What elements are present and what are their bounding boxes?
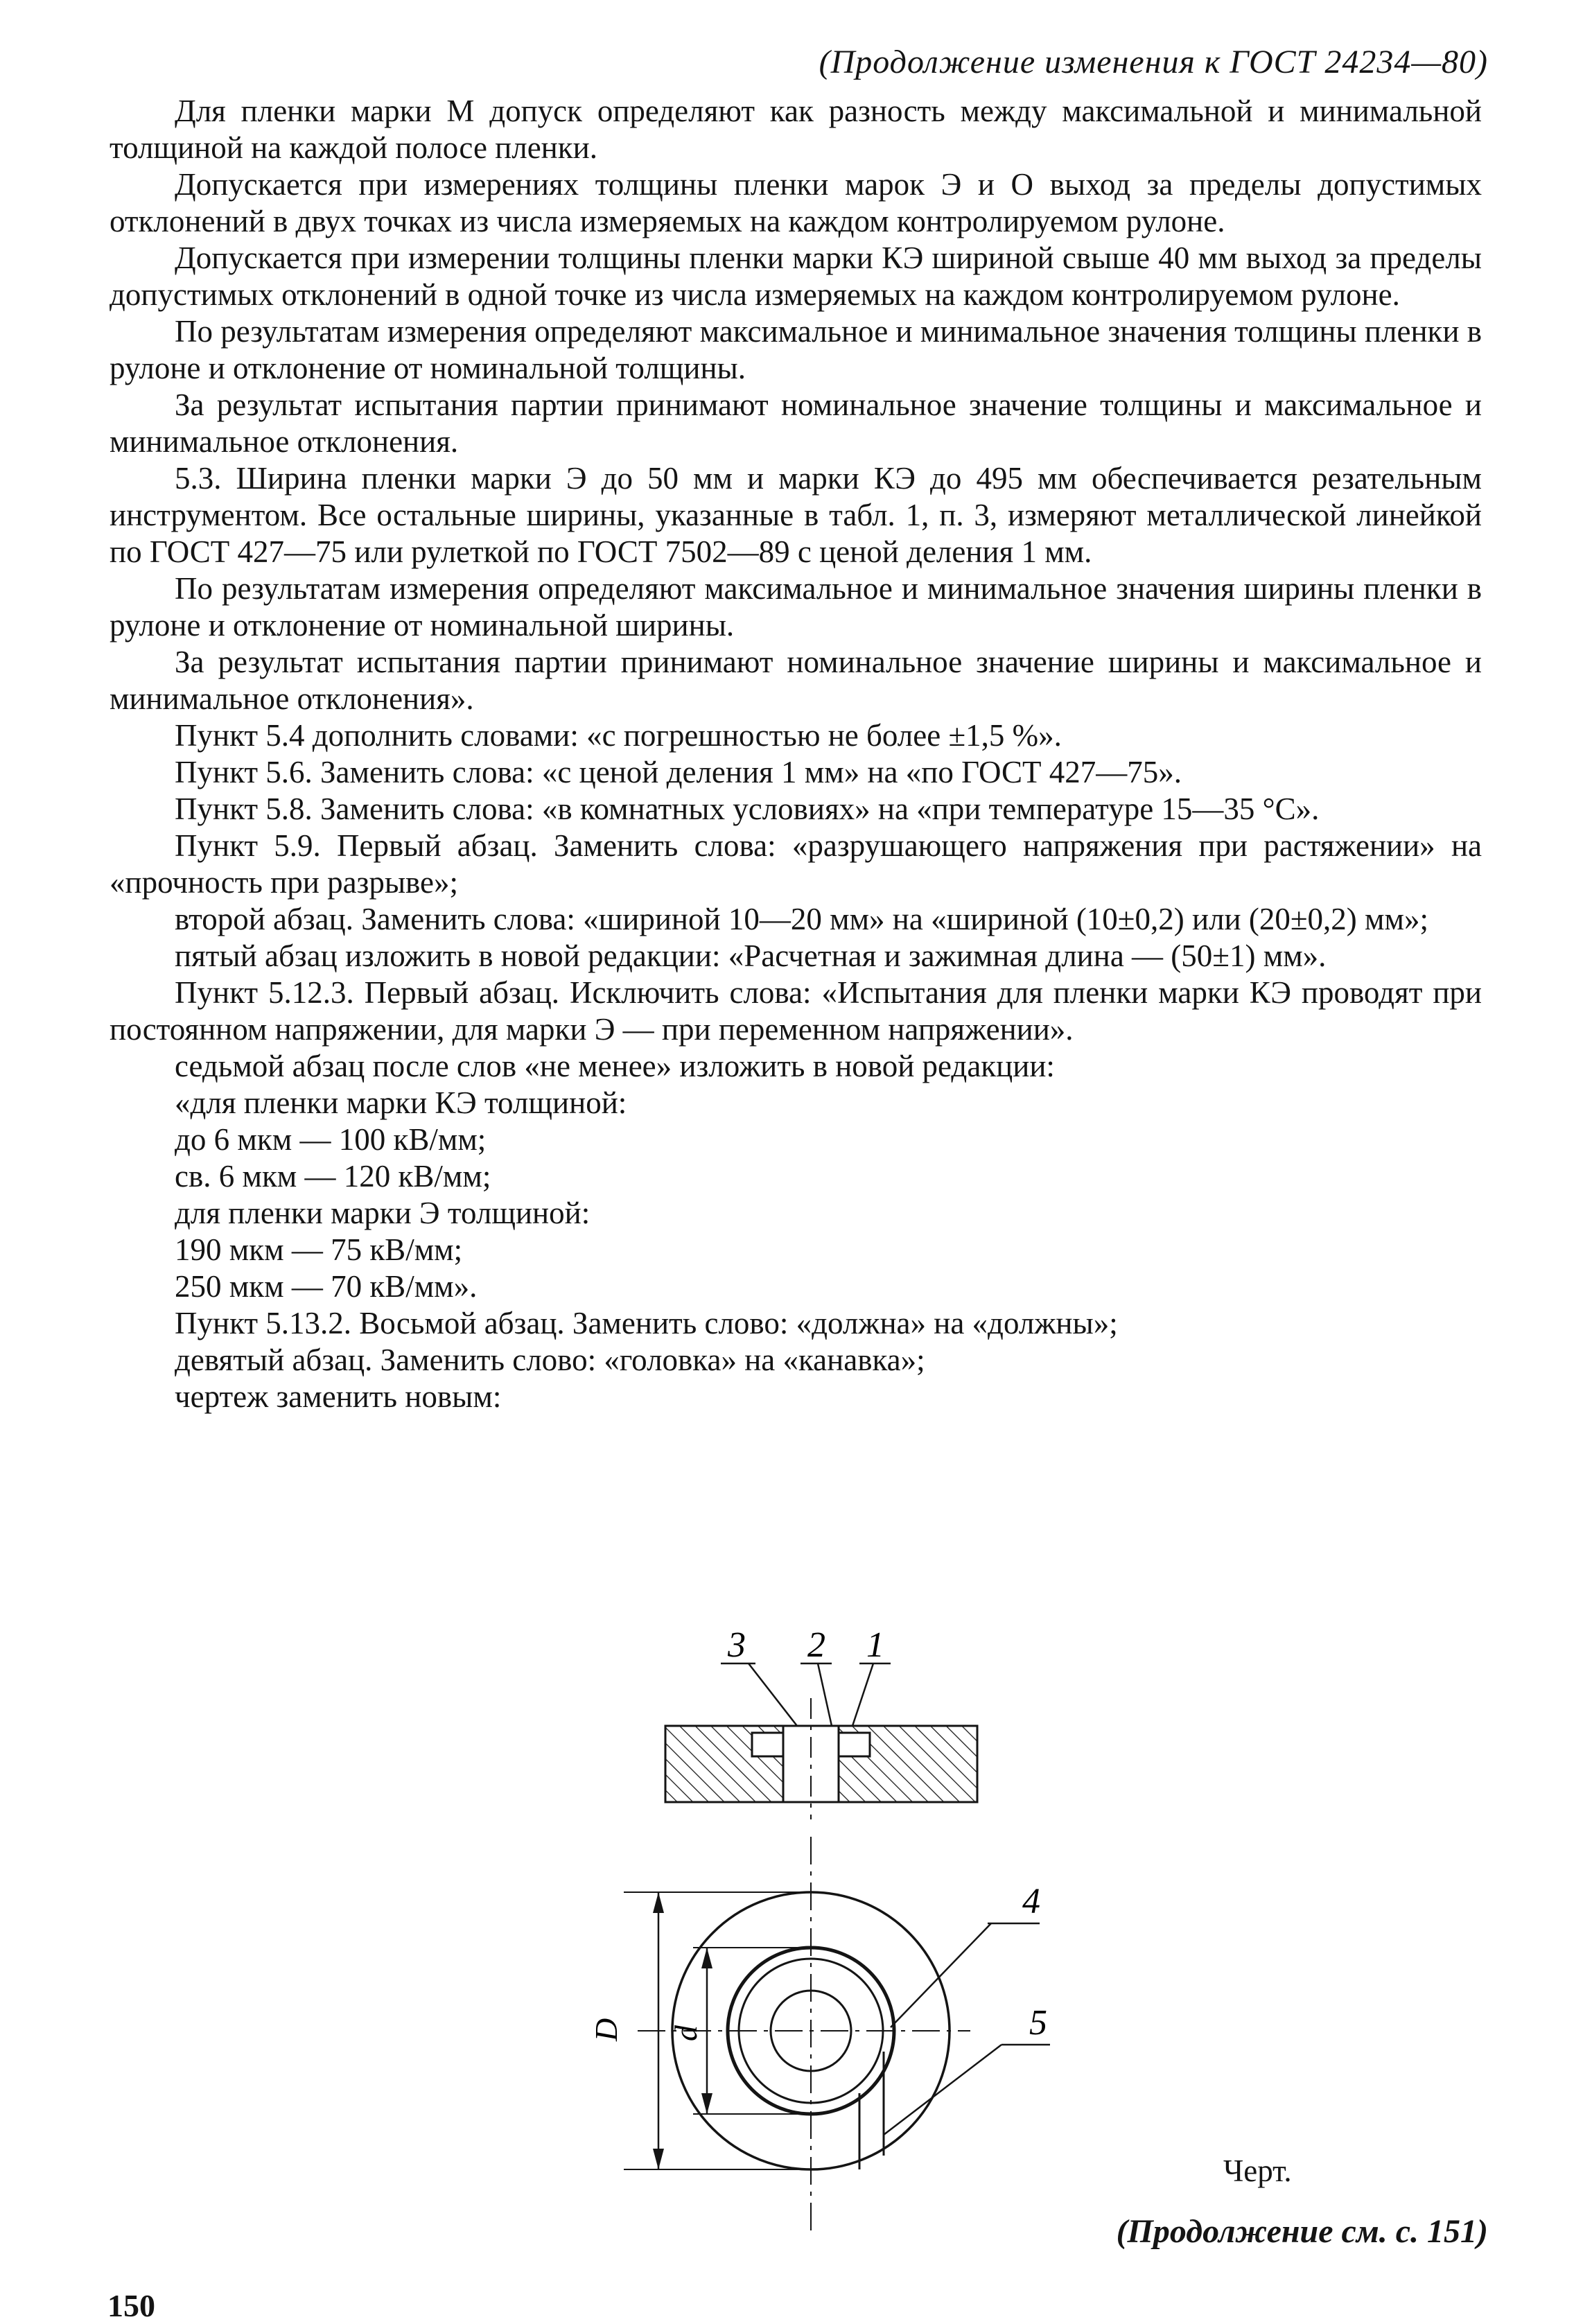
callout-5: 5 [1029, 2003, 1047, 2043]
list-line: 190 мкм — 75 кВ/мм; [175, 1232, 463, 1267]
dimension-d-label: d [668, 2025, 703, 2041]
continuation-note: (Продолжение см. с. 151) [1116, 2213, 1488, 2250]
paragraph: По результатам измерения определяют максимальное и минимальное значения толщины пленки в рулоне и отклонение от номинальной толщины. [110, 314, 1482, 385]
paragraph: За результат испытания партии принимают номинальное значение ширины и максимальное и минимальное отклонения». [110, 645, 1482, 716]
paragraph: Пункт 5.4 дополнить словами: «с погрешностью не более ±1,5 %». [175, 718, 1062, 753]
section-view [665, 1698, 977, 1819]
paragraph: За результат испытания партии принимают номинальное значение толщины и максимальное и минимальное отклонения. [110, 387, 1482, 459]
paragraph: седьмой абзац после слов «не менее» изложить в новой редакции: [175, 1049, 1055, 1083]
paragraph: девятый абзац. Заменить слово: «головка» на «канавка»; [175, 1343, 925, 1377]
paragraph: Для пленки марки М допуск определяют как разность между максимальной и минимальной толщиной на каждой полосе пленки. [110, 94, 1482, 165]
callout-1: 1 [866, 1625, 884, 1665]
paragraph: Пункт 5.6. Заменить слова: «с ценой деления 1 мм» на «по ГОСТ 427—75». [175, 755, 1182, 789]
list-line: до 6 мкм — 100 кВ/мм; [175, 1122, 487, 1157]
paragraph: Пункт 5.9. Первый абзац. Заменить слова: «разрушающего напряжения при растяжении» на «прочность при разрыве»; [110, 828, 1482, 900]
paragraph: Пункт 5.13.2. Восьмой абзац. Заменить слово: «должна» на «должны»; [175, 1306, 1118, 1340]
callout-3: 3 [728, 1625, 746, 1665]
plan-view [588, 1837, 1050, 2232]
paragraph: второй абзац. Заменить слова: «шириной 10—20 мм» на «шириной (10±0,2) или (20±0,2) мм»; [175, 902, 1428, 936]
callout-2: 2 [807, 1625, 825, 1665]
figure-caption: Черт. [1223, 2153, 1292, 2188]
paragraph: По результатам измерения определяют максимальное и минимальное значения ширины пленки в рулоне и отклонение от номинальной ширины. [110, 571, 1482, 643]
paragraph: Допускается при измерениях толщины пленки марок Э и О выход за пределы допустимых отклонений в двух точках из числа измеряемых на каждом контролируемом рулоне. [110, 167, 1482, 238]
list-line: «для пленки марки КЭ толщиной: [175, 1085, 627, 1120]
page-number: 150 [107, 2288, 155, 2323]
drawing-svg [588, 1608, 1109, 2232]
paragraph: Пункт 5.8. Заменить слова: «в комнатных условиях» на «при температуре 15—35 °С». [175, 792, 1320, 826]
callout-4: 4 [1022, 1882, 1040, 1921]
paragraph: Допускается при измерении толщины пленки марки КЭ шириной свыше 40 мм выход за пределы допустимых отклонений в одной точке из числа измеряемых на каждом контролируемом рулоне. [110, 241, 1482, 312]
list-line: 250 мкм — 70 кВ/мм». [175, 1269, 478, 1304]
dimension-D-label: D [588, 2018, 624, 2041]
document-body [110, 93, 1482, 1415]
paragraph: чертеж заменить новым: [175, 1379, 502, 1414]
list-line: св. 6 мкм — 120 кВ/мм; [175, 1159, 491, 1194]
paragraph: пятый абзац изложить в новой редакции: «Расчетная и зажимная длина — (50±1) мм». [175, 938, 1327, 973]
list-line: для пленки марки Э толщиной: [175, 1196, 591, 1230]
paragraph: Пункт 5.12.3. Первый абзац. Исключить слова: «Испытания для пленки марки КЭ проводят при постоянном напряжении, для марки Э — при переменном напряжении». [110, 975, 1482, 1047]
running-header: (Продолжение изменения к ГОСТ 24234—80) [819, 44, 1488, 80]
paragraph: 5.3. Ширина пленки марки Э до 50 мм и марки КЭ до 495 мм обеспечивается резательным инструментом. Все остальные ширины, указанные в табл. 1, п. 3, измеряют металлической линейкой по ГОСТ 427—75 или рулеткой по ГОСТ 7502—89 с ценой деления 1 мм. [110, 461, 1482, 569]
technical-drawing [588, 1608, 1109, 2232]
